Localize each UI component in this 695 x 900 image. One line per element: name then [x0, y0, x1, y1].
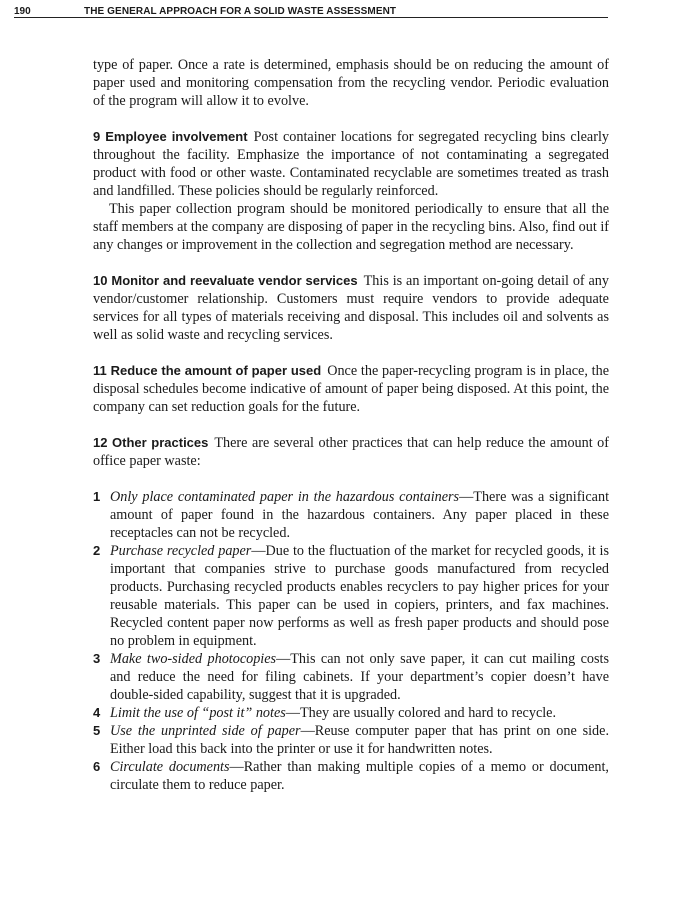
item-number: 5 — [93, 723, 101, 738]
item-number: 6 — [93, 759, 101, 774]
item-number: 2 — [93, 543, 101, 558]
item-number: 1 — [93, 489, 101, 504]
section-employee-involvement — [93, 128, 609, 200]
item-title: Use the unprinted side of paper — [110, 723, 301, 739]
item-number: 3 — [93, 651, 101, 666]
running-header — [14, 6, 608, 18]
section-other-practices — [93, 434, 609, 470]
list-item — [93, 650, 609, 704]
list-item — [93, 722, 609, 758]
item-text: —Due to the fluctuation of the market for recycled goods, it is important that companies strive to purchase goods manufactured from recycled products. Purchasing recycled products enables recyclers to pay higher prices for your reusable materials. This paper can be used in copiers, printers, and fax machines. Recycled content paper now performs as well as fresh paper products and should pose no problem in equipment. — [110, 543, 609, 649]
section-employee-involvement-continued: This paper collection program should be monitored periodically to ensure that all the staff members at the company are disposing of paper in the recycling bins. Also, find out if any changes or improvement in the collection and segregation method are necessary. — [93, 201, 609, 253]
list-item — [93, 758, 609, 794]
page-number: 190 — [14, 6, 31, 17]
item-text: —This can not only save paper, it can cut mailing costs and reduce the need for filing cabinets. If your department’s copier doesn’t have double-sided capability, suggest that it is upgraded. — [110, 651, 609, 703]
item-title: Only place contaminated paper in the hazardous containers — [110, 489, 460, 505]
section-text: Post container locations for segregated recycling bins clearly throughout the facility. Emphasize the importance of not contaminating a segregated product with food or other waste. Contaminated recyclable are sometimes treated as trash and landfilled. These policies should be regularly reinforced. — [93, 129, 609, 199]
item-title: Limit the use of “post it” notes — [110, 705, 286, 721]
section-heading: 12 Other practices — [93, 435, 209, 450]
item-title: Circulate documents — [110, 759, 230, 775]
section-vendor-services — [93, 272, 609, 344]
section-heading: 9 Employee involvement — [93, 129, 248, 144]
item-title: Purchase recycled paper — [110, 543, 252, 559]
section-text: Once the paper-recycling program is in place, the disposal schedules become indicative of amount of paper being disposed. At this point, the company can set reduction goals for the future. — [93, 363, 609, 415]
list-item — [93, 542, 609, 650]
item-title: Make two-sided photocopies — [110, 651, 277, 667]
item-text: —They are usually colored and hard to recycle. — [285, 705, 557, 721]
section-text: This is an important on-going detail of any vendor/customer relationship. Customers must require vendors to provide adequate services for all types of materials receiving and disposal. This includes oil and solvents as well as solid waste and recycling services. — [93, 273, 609, 343]
section-heading: 11 Reduce the amount of paper used — [93, 363, 322, 378]
list-item — [93, 704, 609, 722]
practices-list — [93, 488, 609, 794]
intro-paragraph: type of paper. Once a rate is determined, emphasis should be on reducing the amount of paper used and monitoring compensation from the recycling vendor. Periodic evaluation of the program will allow it to evolve. — [93, 57, 609, 109]
section-reduce-paper — [93, 362, 609, 416]
list-item — [93, 488, 609, 542]
section-text: There are several other practices that can help reduce the amount of office paper waste: — [93, 435, 609, 469]
item-text: —Rather than making multiple copies of a memo or document, circulate them to reduce paper. — [110, 759, 609, 793]
item-number: 4 — [93, 705, 101, 720]
section-heading: 10 Monitor and reevaluate vendor services — [93, 273, 358, 288]
item-text: —There was a significant amount of paper found in the hazardous containers. Any paper placed in these receptacles can not be recycled. — [110, 489, 610, 541]
running-title: THE GENERAL APPROACH FOR A SOLID WASTE ASSESSMENT — [84, 6, 397, 17]
page-body — [93, 56, 609, 794]
item-text: —Reuse computer paper that has print on one side. Either load this back into the printer or use it for handwritten notes. — [110, 723, 609, 757]
